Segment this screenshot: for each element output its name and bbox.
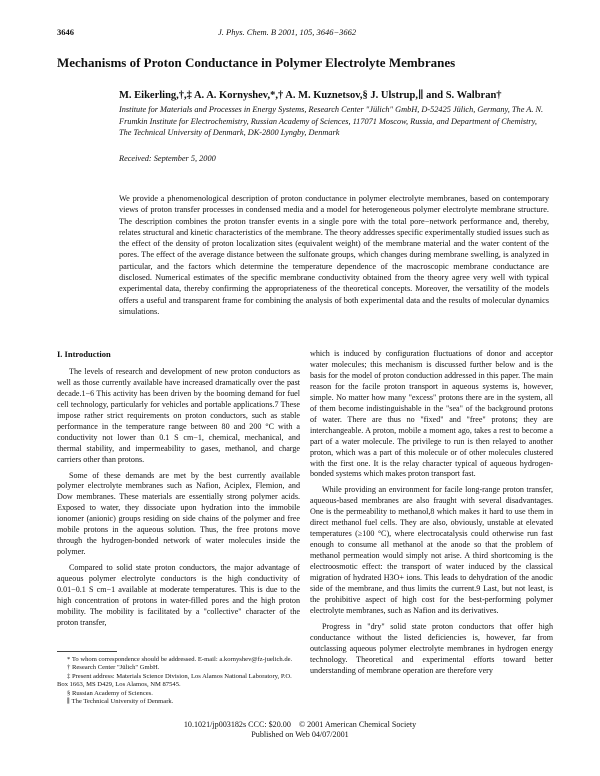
footnotes — [57, 656, 300, 706]
footnote: ∥ The Technical University of Denmark. — [67, 698, 174, 706]
doi-line: 10.1021/jp003182s CCC: $20.00 © 2001 American Chemical Society — [183, 720, 417, 729]
footnote: * To whom correspondence should be addressed. E-mail: a.kornyshev@fz-juelich.de. — [67, 656, 293, 663]
journal-reference: J. Phys. Chem. B 2001, 105, 3646−3662 — [218, 27, 357, 37]
paragraph: Compared to solid state proton conductors, the major advantage of aqueous polymer electrolyte conductors is the high conductivity of 0.01−0.1 S cm−1 available at moderate temperatures. This is due to the high concentration of protons in water-filled pores and the high proton mobility. The mobility is facilitated by a "collective" character of the proton transfer, — [57, 563, 300, 627]
footnote: § Russian Academy of Sciences. — [67, 689, 153, 697]
published-line: Published on Web 04/07/2001 — [251, 730, 349, 739]
affiliations: Institute for Materials and Processes in Energy Systems, Research Center "Jülich" GmbH, D-52425 Jülich, Germany, The A. N. Frumkin Institute for Electrochemistry, Russian Academy of Sciences, 117071 Moscow, Russia, and Department of Chemistry, The Technical University of Denmark, DK-2800 Lyngby, Denmark — [119, 105, 544, 138]
footnote: ‡ Present address: Materials Science Division, Los Alamos National Laboratory, P.O. Box 1663, MS D429, Los Alamos, NM 87545. — [57, 672, 292, 689]
section-heading: I. Introduction — [57, 349, 111, 359]
page-footer — [0, 720, 600, 740]
paragraph: The levels of research and development of new proton conductors as well as those currently available have increased dramatically over the past decade.1−6 This activity has been driven by the booming demand for fuel cell technology, particularly for vehicles and portable applications.7 These impose rather strict requirements on proton conductors, such as stable performance in the temperature range between 80 and 200 °C with a conductivity not lower than 0.1 S cm−1, chemical, mechanical, and thermal stability, and impermeability to gases, methanol, and charge carriers other than protons. — [57, 366, 300, 464]
footnote: † Research Center "Jülich" GmbH. — [67, 664, 160, 672]
body-column-left — [57, 349, 300, 629]
paragraph: While providing an environment for facile long-range proton transfer, aqueous-based membranes are also fraught with several disadvantages. One is the permeability to methanol,8 which makes it hard to use them in direct methanol fuel cells. They are also, obviously, unstable at elevated temperatures (≥100 °C), where electrocatalysis could otherwise run fast enough to consume all methanol at the anode so that the problem of methanol permeation would simply not arise. A third shortcoming is the electroosmotic effect: the transport of water induced by the classical migration of hydrated H3O+ ions. This leads to dehydration of the anodic side of the membrane, and thus limits the current.9 Last, but not least, is the prohibitive aspect of high cost for the best-performing polymer electrolyte membranes, such as Nafion and its derivatives. — [310, 485, 553, 615]
paragraph: Progress in "dry" solid state proton conductors that offer high conductance without the listed deficiencies is, however, far from outclassing aqueous polymer electrolyte membranes in hydrogen energy technology. Theoretical and experimental efforts toward better understanding of membrane operation are therefore very — [310, 621, 553, 675]
article-title: Mechanisms of Proton Conductance in Polymer Electrolyte Membranes — [57, 55, 456, 70]
received-date: Received: September 5, 2000 — [119, 154, 216, 163]
body-column-right — [310, 349, 553, 677]
paragraph: Some of these demands are met by the best currently available polymer electrolyte membranes such as Nafion, Aciplex, Flemion, and Dow membranes. These materials are essentially strong polymer acids. Exposed to water, they dissociate upon hydration into the immobile ionomer (anionic) groups residing on side chains of the polymer and free mobile protons in the aqueous solution. Thus, the free protons move through the hydrogen-bonded network of water molecules inside the polymer. — [57, 470, 300, 557]
author-list: M. Eikerling,†,‡ A. A. Kornyshev,*,† A. M. Kuznetsov,§ J. Ulstrup,∥ and S. Walbran† — [119, 90, 502, 101]
abstract: We provide a phenomenological description of proton conductance in polymer electrolyte membranes, based on contemporary views of proton transfer processes in condensed media and a model for heterogeneous polymer electrolyte membrane structure. The description combines the proton transfer events in a single pore with the total pore−network performance and, thereby, relates structural and kinetic characteristics of the membrane. The theory addresses specific experimentally studied issues such as the effect of the density of proton localization sites (equivalent weight) of the membrane material and the water content of the pores. The effect of the average distance between the sulfonate groups, which changes during membrane swelling, is analyzed in particular, and the factors which determine the temperature dependence of the macroscopic membrane conductance are disclosed. Numerical estimates of the specific membrane conductivity obtained from the theory agree very well with typical experimental data, thereby confirming the appropriateness of the theoretical concepts. Moreover, the versatility of the models offers a useful and transparent frame for combining the analysis of both experimental data and the results of molecular dynamics simulations. — [119, 194, 549, 316]
footnote-divider — [57, 651, 117, 652]
paragraph: which is induced by configuration fluctuations of donor and acceptor water molecules; this mechanism is discussed further below and is the basis for the model of proton conduction addressed in this paper. The main reason for the facile proton transport in aqueous systems is, however, simple. No matter how many "excess" protons there are in the system, all of them become indistinguishable in the "sea" of the background protons of water. There are thus no "fixed" and "free" protons; they are interchangeable. A proton, mobile a moment ago, takes a rest to become a part of a water molecule. The privilege to run is then relayed to another proton, which was a part of this molecule or of other molecules clustered with the first one. It is the relay character typical of aqueous hydrogen-bonded systems which makes proton transport fast. — [310, 349, 553, 479]
page-number: 3646 — [57, 27, 74, 37]
